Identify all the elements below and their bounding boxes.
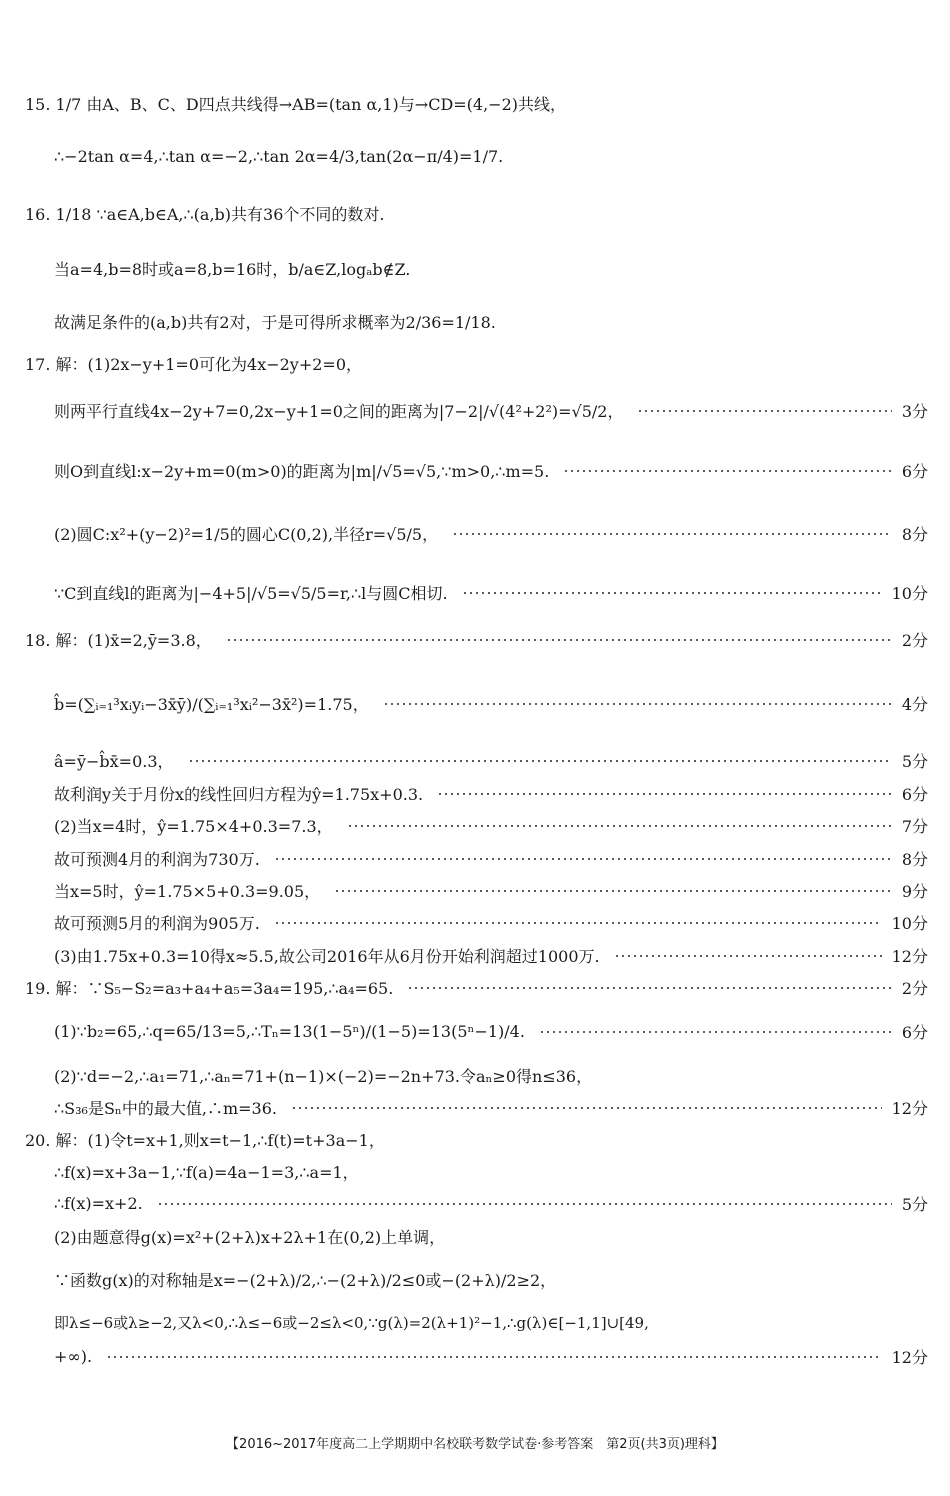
score: 5分: [901, 1195, 928, 1214]
answer-17-step: [54, 399, 928, 422]
dot-leader: [291, 1107, 882, 1109]
line-text: 15. 1/7 由A、B、C、D四点共线得→AB=(tan α,1)与→CD=(4,−2)共线，: [25, 95, 567, 114]
answer-18-step: [54, 749, 928, 772]
dot-leader: [452, 533, 892, 535]
dot-leader: [157, 1203, 892, 1205]
score: 2分: [901, 979, 928, 998]
line-text: (2)由题意得g(x)=x²+(2+λ)x+2λ+1在(0,2)上单调，: [54, 1228, 446, 1247]
score: 12分: [891, 947, 928, 966]
dot-leader: [226, 639, 892, 641]
answer-17-step: [54, 459, 928, 482]
answer-18-step: [54, 944, 928, 967]
line-text: 当a=4,b=8时或a=8,b=16时，b/a∈Z,logₐb∉Z.: [54, 260, 411, 279]
score: 4分: [901, 695, 928, 714]
dot-leader: [563, 470, 891, 472]
line-text: 故可预测4月的利润为730万.: [54, 850, 260, 869]
answer-19-step: [54, 1020, 928, 1043]
answer-20-step: [54, 1192, 928, 1215]
answer-18-step: [54, 847, 928, 870]
dot-leader: [637, 410, 891, 412]
answer-16-continuation: [54, 257, 918, 280]
answer-16-line: [25, 202, 918, 225]
score: 12分: [891, 1099, 928, 1118]
line-text: +∞).: [54, 1347, 93, 1366]
answer-20-step: [54, 1345, 928, 1368]
answer-19-step: [54, 1096, 928, 1119]
answer-20-step: [54, 1225, 928, 1248]
dot-leader: [539, 1031, 892, 1033]
line-text: 17. 解：(1)2x−y+1=0可化为4x−2y+2=0，: [25, 355, 363, 374]
line-text: 故可预测5月的利润为905万.: [54, 914, 260, 933]
line-text: 即λ≤−6或λ≥−2,又λ<0,∴λ≤−6或−2≤λ<0,∵g(λ)=2(λ+1)²−1,∴g(λ)∈[−1,1]∪[49,: [54, 1314, 649, 1332]
answer-18-step: [54, 782, 928, 805]
score: 12分: [891, 1348, 928, 1367]
score: 10分: [891, 584, 928, 603]
line-text: ∵函数g(x)的对称轴是x=−(2+λ)/2,∴−(2+λ)/2≤0或−(2+λ)/2≥2，: [54, 1271, 557, 1290]
answer-20-step: [54, 1312, 940, 1333]
line-text: 16. 1/18 ∵a∈A,b∈A,∴(a,b)共有36个不同的数对.: [25, 205, 385, 224]
line-text: 20. 解：(1)令t=x+1,则x=t−1,∴f(t)=t+3a−1，: [25, 1131, 385, 1150]
line-text: 19. 解：∵S₅−S₂=a₃+a₄+a₅=3a₄=195,∴a₄=65.: [25, 979, 394, 998]
answer-17-line: [25, 352, 928, 375]
score: 3分: [901, 402, 928, 421]
line-text: 则O到直线l:x−2y+m=0(m>0)的距离为|m|/√5=√5,∵m>0,∴m=5.: [54, 462, 550, 481]
dot-leader: [274, 858, 892, 860]
page-footer: 【2016~2017年度高二上学期期中名校联考数学试卷·参考答案 第2页(共3页)理科】: [226, 1437, 724, 1452]
dot-leader: [462, 592, 882, 594]
answer-18-step: [54, 814, 928, 837]
dot-leader: [274, 922, 882, 924]
line-text: 则两平行直线4x−2y+7=0,2x−y+1=0之间的距离为|7−2|/√(4²+2²)=√5/2，: [54, 402, 624, 421]
line-text: (3)由1.75x+0.3=10得x≈5.5,故公司2016年从6月份开始利润超过1000万.: [54, 947, 600, 966]
dot-leader: [614, 955, 882, 957]
line-text: ∴f(x)=x+2.: [54, 1194, 143, 1213]
dot-leader: [407, 987, 891, 989]
answer-17-step: [54, 581, 928, 604]
line-text: ∴−2tan α=4,∴tan α=−2,∴tan 2α=4/3,tan(2α−π/4)=1/7.: [54, 147, 504, 166]
answer-18-line: [25, 628, 928, 651]
line-text: 故利润y关于月份x的线性回归方程为ŷ=1.75x+0.3.: [54, 785, 424, 804]
line-text: (2)当x=4时，ŷ=1.75×4+0.3=7.3，: [54, 817, 333, 836]
line-text: 当x=5时，ŷ=1.75×5+0.3=9.05，: [54, 882, 321, 901]
line-text: (2)圆C:x²+(y−2)²=1/5的圆心C(0,2),半径r=√5/5，: [54, 525, 439, 544]
line-text: b̂=(∑ᵢ₌₁³xᵢyᵢ−3x̄ȳ)/(∑ᵢ₌₁³xᵢ²−3x̄²)=1.75，: [54, 695, 369, 714]
answer-15-continuation: [54, 147, 918, 166]
answer-18-step: [54, 911, 928, 934]
answer-20-line: [25, 1128, 928, 1151]
dot-leader: [347, 825, 892, 827]
score: 6分: [901, 1023, 928, 1042]
dot-leader: [383, 703, 892, 705]
line-text: ∴f(x)=x+3a−1,∵f(a)=4a−1=3,∴a=1，: [54, 1163, 359, 1182]
answer-17-step: [54, 522, 928, 545]
answer-18-step: [54, 879, 928, 902]
score: 5分: [901, 752, 928, 771]
line-text: ∵C到直线l的距离为|−4+5|/√5=√5/5=r,∴l与圆C相切.: [54, 584, 448, 603]
answer-15-line: [25, 92, 918, 115]
score: 7分: [901, 817, 928, 836]
line-text: â=ȳ−b̂x̄=0.3，: [54, 752, 174, 771]
line-text: (1)∵b₂=65,∴q=65/13=5,∴Tₙ=13(1−5ⁿ)/(1−5)=13(5ⁿ−1)/4.: [54, 1022, 525, 1041]
answer-19-step: [54, 1064, 928, 1087]
score: 10分: [891, 914, 928, 933]
line-text: ∴S₃₆是Sₙ中的最大值,∴m=36.: [54, 1099, 277, 1118]
dot-leader: [188, 760, 892, 762]
score: 2分: [901, 631, 928, 650]
score: 6分: [901, 462, 928, 481]
answer-18-step: [54, 692, 928, 715]
score: 6分: [901, 785, 928, 804]
score: 9分: [901, 882, 928, 901]
answer-19-line: [25, 976, 928, 999]
score: 8分: [901, 850, 928, 869]
answer-20-step: [54, 1268, 928, 1291]
answer-20-step: [54, 1160, 928, 1183]
dot-leader: [437, 793, 892, 795]
line-text: (2)∵d=−2,∴a₁=71,∴aₙ=71+(n−1)×(−2)=−2n+73.令aₙ≥0得n≤36，: [54, 1067, 593, 1086]
answer-16-conclusion: [54, 310, 918, 333]
dot-leader: [106, 1356, 882, 1358]
line-text: 故满足条件的(a,b)共有2对，于是可得所求概率为2/36=1/18.: [54, 313, 496, 332]
dot-leader: [334, 890, 892, 892]
score: 8分: [901, 525, 928, 544]
line-text: 18. 解：(1)x̄=2,ȳ=3.8，: [25, 631, 212, 650]
